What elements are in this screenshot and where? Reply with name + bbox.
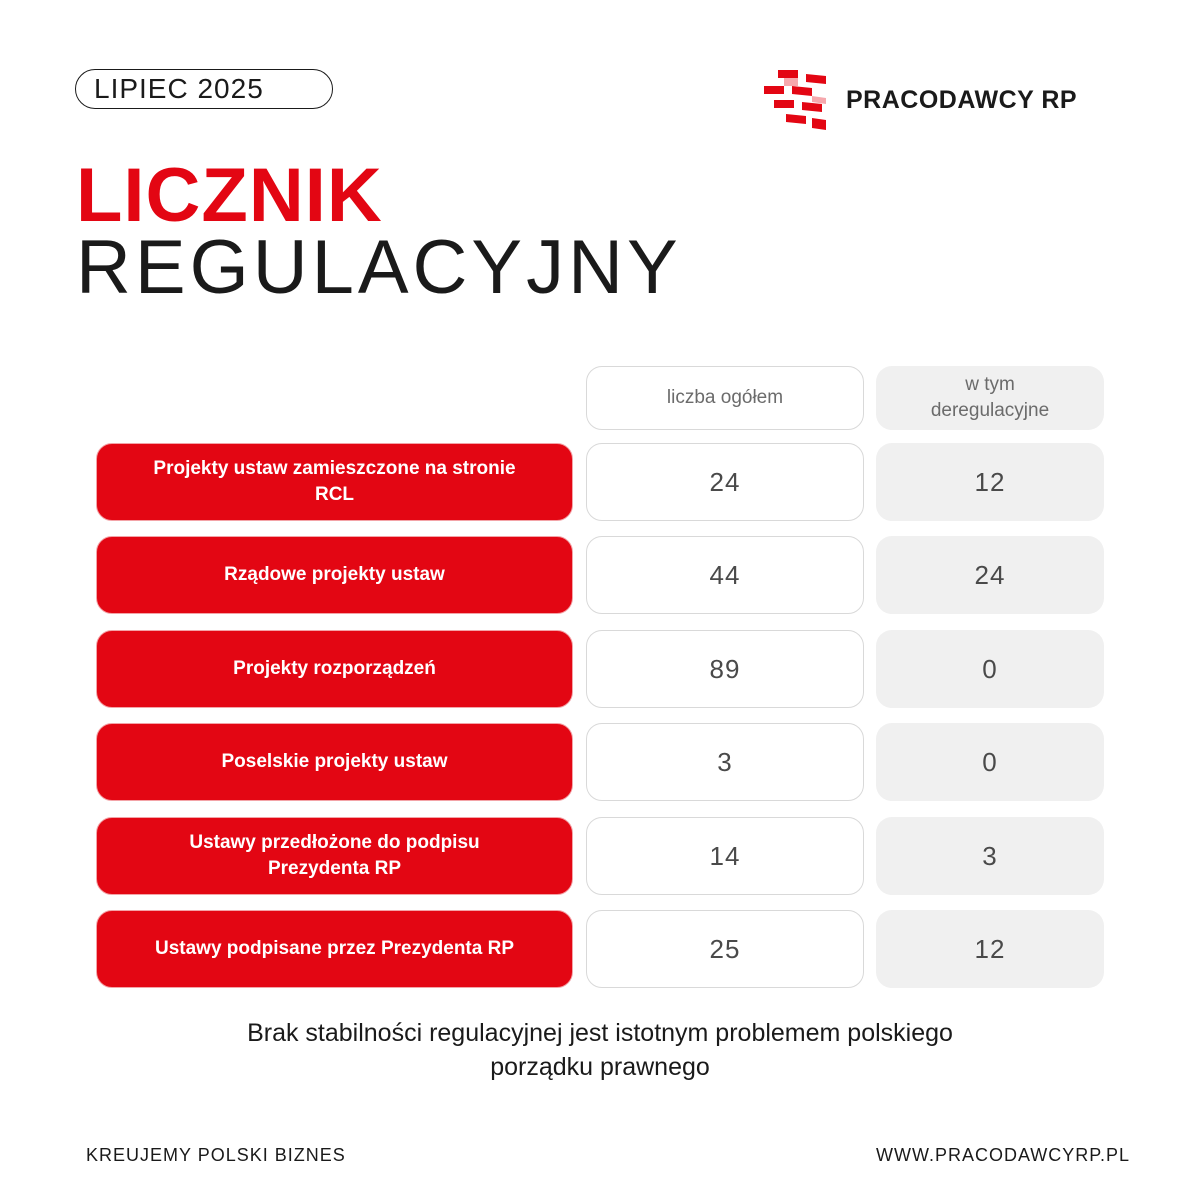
column-header-total: liczba ogółem [586,366,864,430]
table-row [96,536,1104,614]
row-label: Rządowe projekty ustaw [96,536,573,614]
row-total-value: 24 [586,443,864,521]
row-label: Projekty ustaw zamieszczone na stronie RCL [96,443,573,521]
row-dereg-value: 12 [876,443,1104,521]
checkered-flag-icon [764,68,830,132]
brand-logo[interactable] [764,68,1077,132]
row-dereg-value: 0 [876,630,1104,708]
row-label: Poselskie projekty ustaw [96,723,573,801]
table-row [96,630,1104,708]
row-total-value: 89 [586,630,864,708]
column-header-dereg-text: w tym deregulacyjne [930,374,1050,421]
summary-note [150,1016,1050,1084]
row-total-value: 3 [586,723,864,801]
logo-text: PRACODAWCY RP [846,85,1078,114]
table-row [96,723,1104,801]
row-total-value: 25 [586,910,864,988]
row-total-value: 14 [586,817,864,895]
row-total-value: 44 [586,536,864,614]
footer-website-link[interactable]: WWW.PRACODAWCYRP.PL [875,1145,1130,1165]
footer-slogan: KREUJEMY POLSKI BIZNES [86,1145,346,1165]
table-row [96,817,1104,895]
row-label: Projekty rozporządzeń [96,630,573,708]
row-label: Ustawy podpisane przez Prezydenta RP [96,910,573,988]
row-dereg-value: 24 [876,536,1104,614]
table-row [96,443,1104,521]
date-badge: LIPIEC 2025 [75,69,333,109]
row-dereg-value: 12 [876,910,1104,988]
row-dereg-value: 0 [876,723,1104,801]
column-header-dereg [876,366,1104,430]
table-row [96,910,1104,988]
page-title-line1: LICZNIK [76,153,383,238]
summary-note-text: Brak stabilności regulacyjnej jest istotnym problemem polskiego porządku prawnego [247,1019,953,1081]
row-dereg-value: 3 [876,817,1104,895]
row-label: Ustawy przedłożone do podpisu Prezydenta RP [96,817,573,895]
page-title-line2: REGULACYJNY [76,225,682,310]
